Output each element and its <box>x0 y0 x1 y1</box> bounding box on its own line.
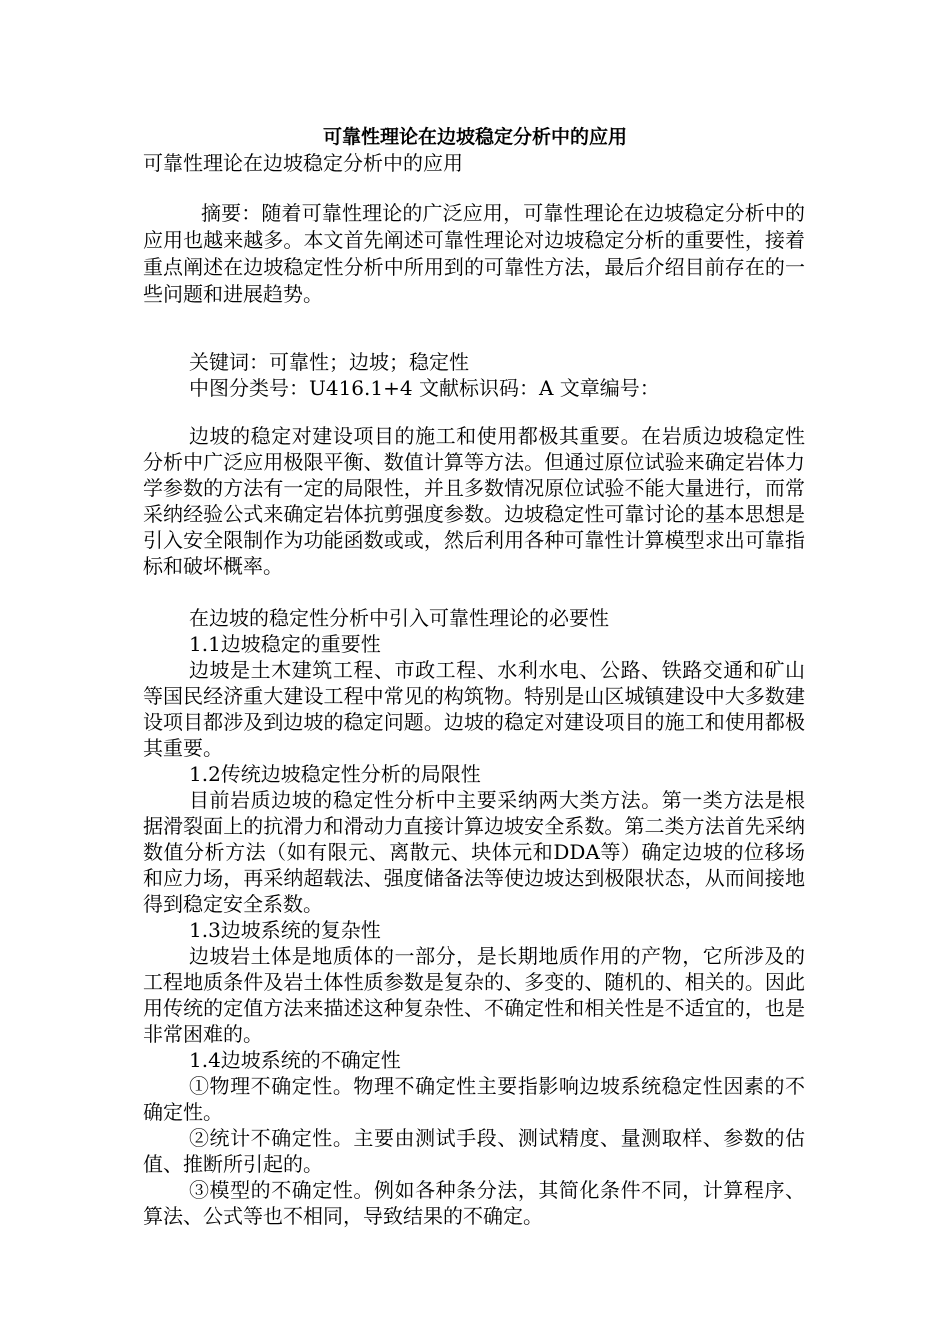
list-item-physical: ①物理不确定性。物理不确定性主要指影响边坡系统稳定性因素的不确定性。 <box>143 1074 805 1124</box>
subsection-text-1-1: 边坡是土木建筑工程、市政工程、水利水电、公路、铁路交通和矿山等国民经济重大建设工程中常见的构筑物。特别是山区城镇建设中大多数建设项目都涉及到边坡的稳定问题。边坡的稳定对建设项目的施工和使用都极其重要。 <box>143 658 805 760</box>
abstract-block <box>143 200 805 308</box>
keywords-block <box>143 349 805 401</box>
section-heading: 在边坡的稳定性分析中引入可靠性理论的必要性 <box>189 606 609 630</box>
keywords-line: 关键词：可靠性；边坡；稳定性 <box>189 350 469 374</box>
body-block <box>143 423 805 1229</box>
subsection-heading-1-4: 1.4边坡系统的不确定性 <box>189 1048 401 1072</box>
subsection-text-1-3: 边坡岩土体是地质体的一部分，是长期地质作用的产物，它所涉及的工程地质条件及岩土体性质参数是复杂的、多变的、随机的、相关的。因此用传统的定值方法来描述这种复杂性、不确定性和相关性是不适宜的，也是非常困难的。 <box>143 944 805 1046</box>
document-subtitle: 可靠性理论在边坡稳定分析中的应用 <box>143 151 463 175</box>
intro-paragraph: 边坡的稳定对建设项目的施工和使用都极其重要。在岩质边坡稳定性分析中广泛应用极限平衡、数值计算等方法。但通过原位试验来确定岩体力学参数的方法有一定的局限性，并且多数情况原位试验不能大量进行，而常采纳经验公式来确定岩体抗剪强度参数。边坡稳定性可靠讨论的基本思想是引入安全限制作为功能函数或或，然后利用各种可靠性计算模型求出可靠指标和破坏概率。 <box>143 424 805 578</box>
abstract-paragraph: 摘要：随着可靠性理论的广泛应用，可靠性理论在边坡稳定分析中的应用也越来越多。本文首先阐述可靠性理论对边坡稳定分析的重要性，接着重点阐述在边坡稳定性分析中所用到的可靠性方法，最后介绍目前存在的一些问题和进展趋势。 <box>143 201 805 306</box>
subsection-heading-1-3: 1.3边坡系统的复杂性 <box>189 918 381 942</box>
subsection-heading-1-1: 1.1边坡稳定的重要性 <box>189 632 381 656</box>
classification-line: 中图分类号：U416.1+4 文献标识码：A 文章编号： <box>189 376 660 400</box>
list-item-model: ③模型的不确定性。例如各种条分法，其简化条件不同，计算程序、算法、公式等也不相同，导致结果的不确定。 <box>143 1178 805 1228</box>
document-title: 可靠性理论在边坡稳定分析中的应用 <box>322 126 627 148</box>
paragraph-gap <box>143 579 805 605</box>
list-item-statistical: ②统计不确定性。主要由测试手段、测试精度、量测取样、参数的估值、推断所引起的。 <box>143 1126 805 1176</box>
subsection-heading-1-2: 1.2传统边坡稳定性分析的局限性 <box>189 762 481 786</box>
subsection-text-1-2: 目前岩质边坡的稳定性分析中主要采纳两大类方法。第一类方法是根据滑裂面上的抗滑力和滑动力直接计算边坡安全系数。第二类方法首先采纳数值分析方法（如有限元、离散元、块体元和DDA等）确定边坡的位移场和应力场，再采纳超载法、强度储备法等使边坡达到极限状态，从而间接地得到稳定安全系数。 <box>143 788 805 916</box>
